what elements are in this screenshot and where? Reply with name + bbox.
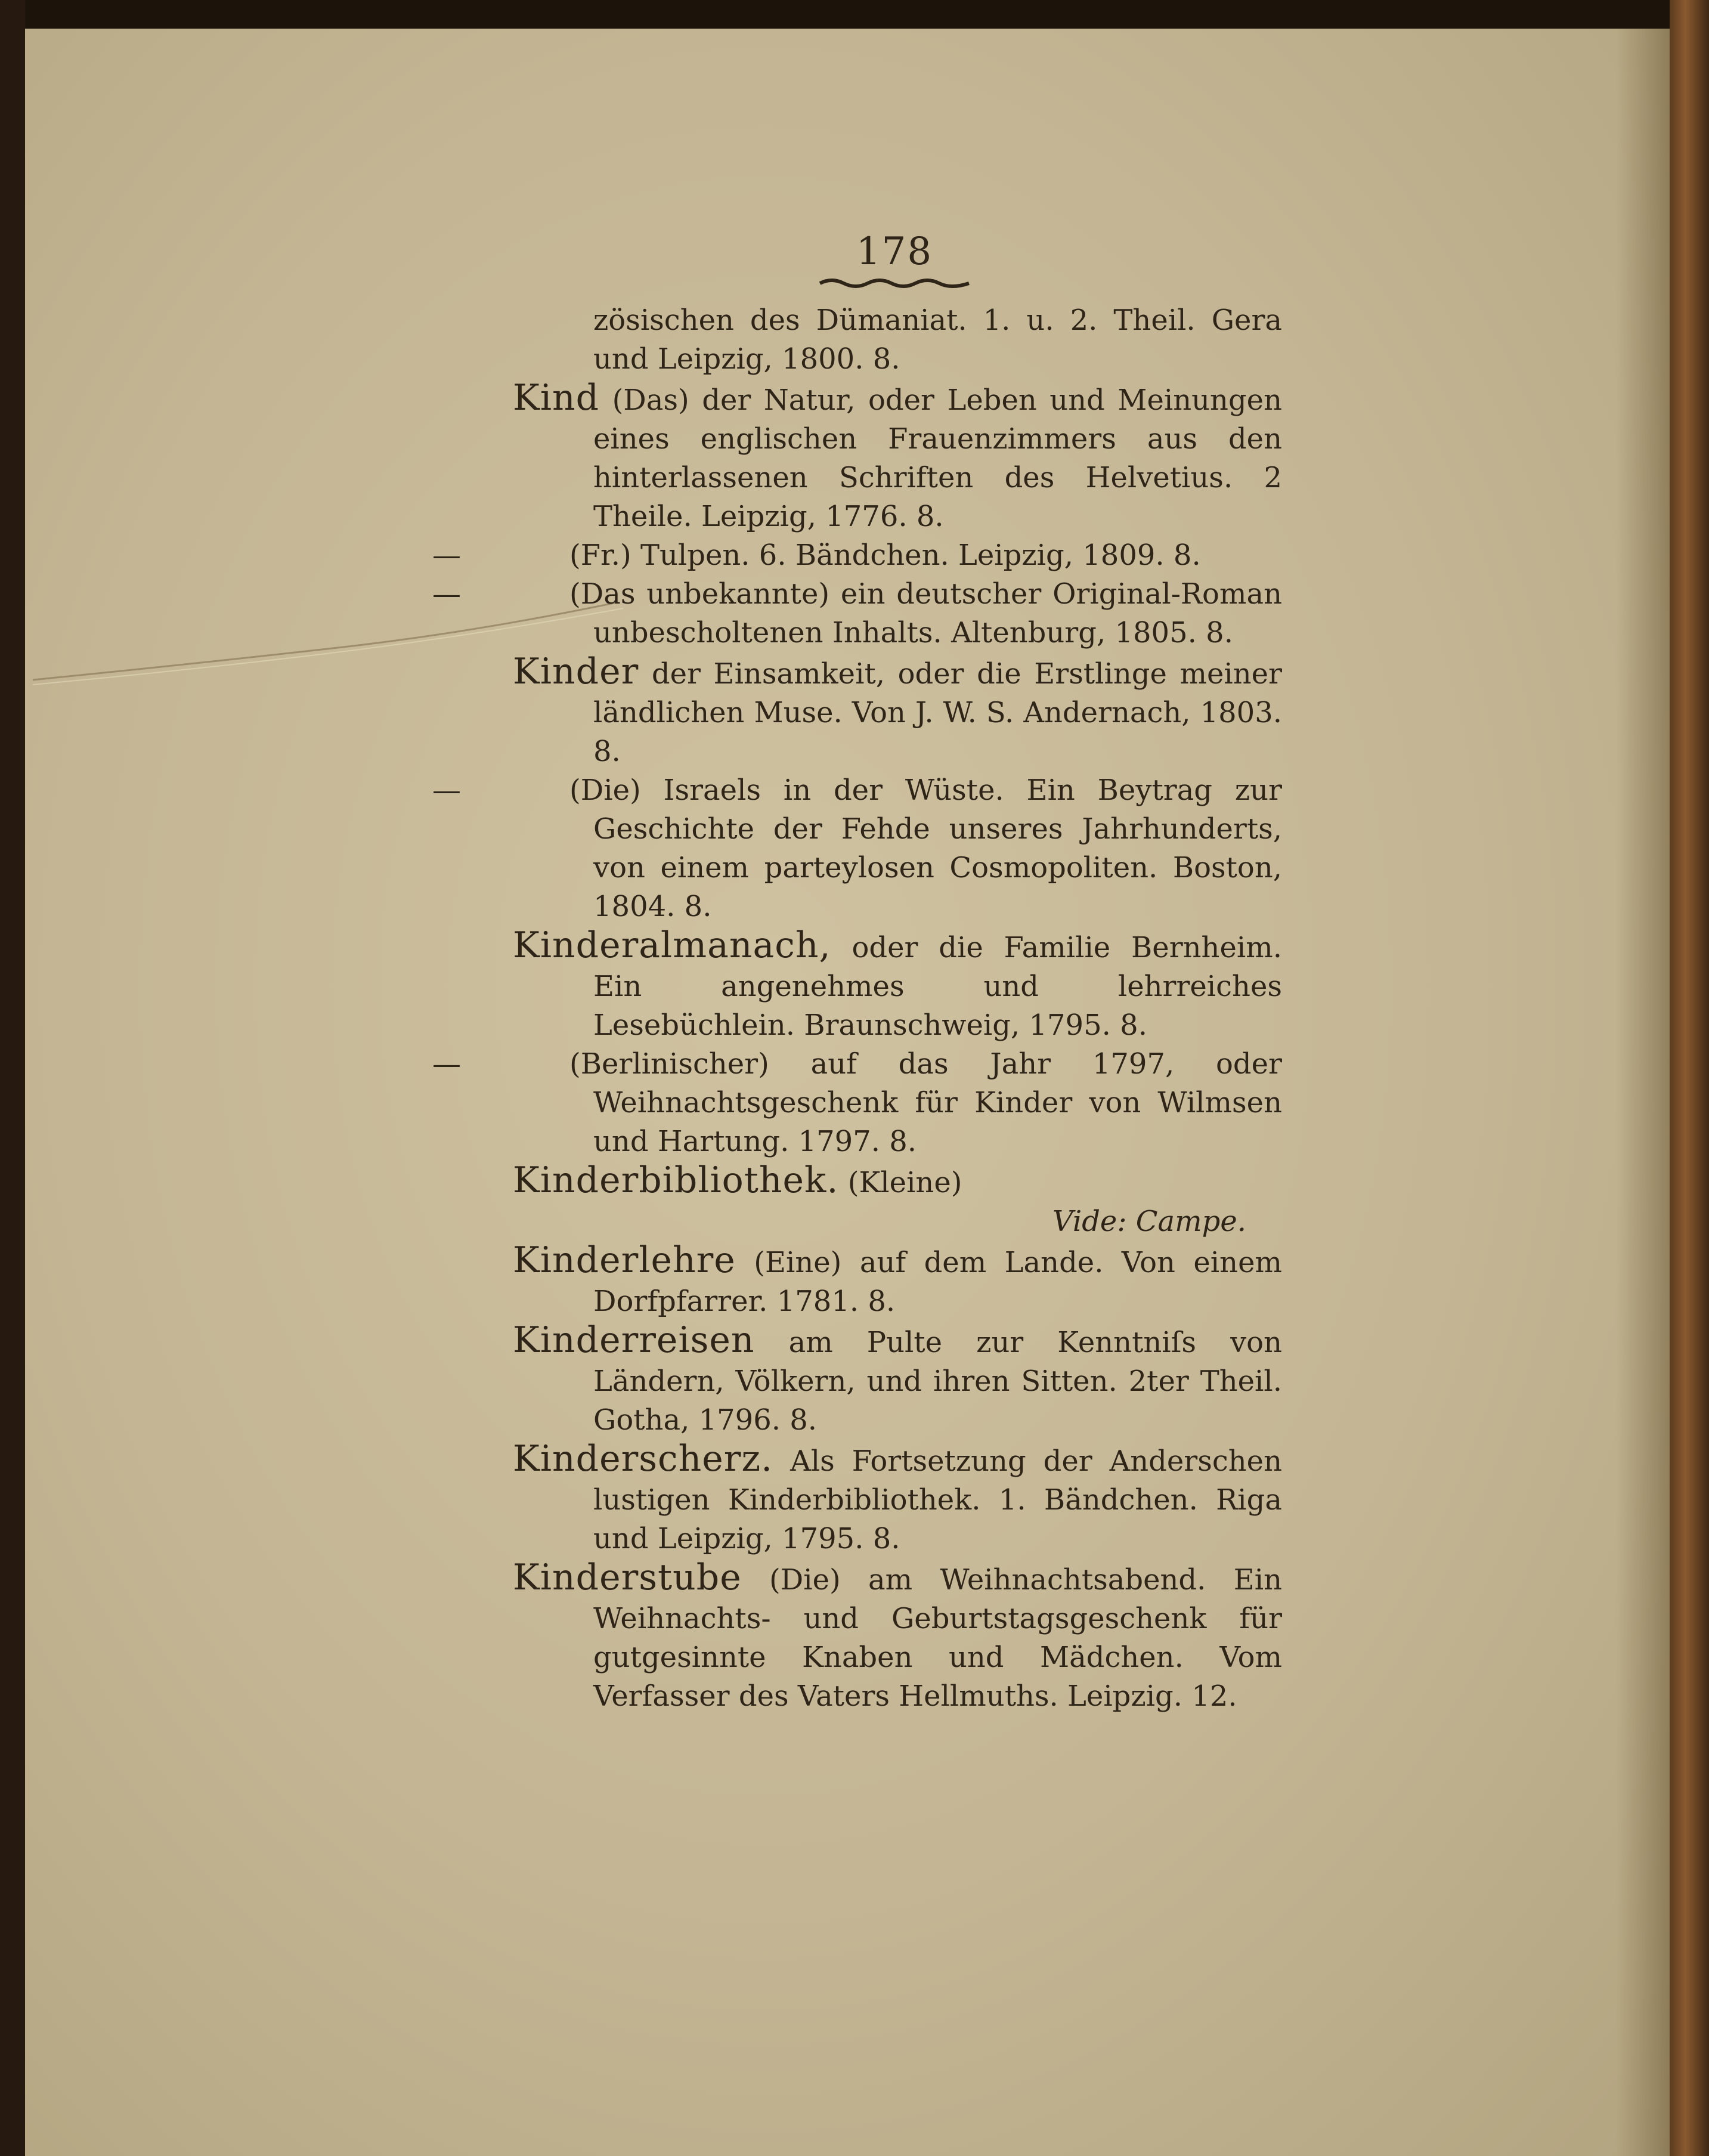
ornamental-rule <box>817 274 972 292</box>
entry-headword: Kinderalmanach, <box>513 924 831 966</box>
entry-headword: Kind <box>513 377 600 419</box>
entry-headword: Kinderstube <box>513 1557 742 1598</box>
entry-headword: Kinderreisen <box>513 1319 755 1361</box>
catalog-entry <box>432 1045 1282 1161</box>
catalog-entry <box>513 1161 1282 1202</box>
entry-text: (Eine) auf dem Lande. Von einem Dorfpfarrer. 1781. 8. <box>593 1246 1282 1318</box>
catalog-entry <box>513 926 1282 1045</box>
page-number: 178 <box>856 230 933 274</box>
vide-reference: Vide: Campe. <box>1052 1205 1246 1238</box>
entry-headword: Kinderscherz. <box>513 1438 773 1480</box>
entry-text: (Die) am Weihnachtsabend. Ein Weihnachts- und Geburtstagsgeschenk für gutgesinnte Knaben und Mädchen. Vom Verfasser des Vaters Hellmuths. Leipzig. 12. <box>593 1563 1282 1713</box>
catalog-entry <box>513 1321 1282 1440</box>
catalog-entry <box>432 575 1282 652</box>
catalog-entry <box>513 379 1282 536</box>
entry-text: am Pulte zur Kenntniſs von Ländern, Völkern, und ihren Sitten. 2ter Theil. Gotha, 1796. 8. <box>593 1326 1282 1437</box>
entry-text: (Das unbekannte) ein deutscher Original-Roman unbescholtenen Inhalts. Altenburg, 1805. 8. <box>569 577 1282 649</box>
catalog-entry <box>513 301 1282 379</box>
catalog-entry <box>513 652 1282 771</box>
catalog-entry <box>513 1558 1282 1716</box>
scan-frame-left <box>0 0 25 2156</box>
entry-dash: — <box>432 774 461 807</box>
entry-headword: Kinderbibliothek. <box>513 1159 839 1201</box>
entry-text: (Kleine) <box>847 1166 962 1199</box>
entry-text: oder die Familie Bernheim. Ein angenehmes und lehrreiches Lesebüchlein. Braunschweig, 1795. 8. <box>593 931 1282 1042</box>
entry-dash: — <box>432 577 461 611</box>
entry-text: (Berlinischer) auf das Jahr 1797, oder Weihnachtsgeschenk für Kinder von Wilmsen und Hartung. 1797. 8. <box>569 1047 1282 1158</box>
entry-text: der Einsamkeit, oder die Erstlinge meiner ländlichen Muse. Von J. W. S. Andernach, 1803. 8. <box>593 657 1282 768</box>
entry-text: Als Fortsetzung der Anderschen lustigen Kinderbibliothek. 1. Bändchen. Riga und Leipzig, 1795. 8. <box>593 1444 1283 1555</box>
entry-text: (Die) Israels in der Wüste. Ein Beytrag zur Geschichte der Fehde unseres Jahrhunderts, von einem parteylosen Cosmopoliten. Boston, 1804. 8. <box>569 774 1282 923</box>
entry-text: (Das) der Natur, oder Leben und Meinungen eines englischen Frauenzimmers aus den hinterlassenen Schriften des Helvetius. 2 Theile. Leipzig, 1776. 8. <box>593 383 1282 533</box>
catalog-entry <box>513 1440 1282 1558</box>
catalog-entries <box>432 301 1283 1716</box>
catalog-entry <box>513 1241 1282 1321</box>
catalog-entry <box>432 536 1282 575</box>
entry-headword: Kinder <box>513 651 639 692</box>
page-gutter-shadow <box>1616 29 1670 2156</box>
book-spine-edge <box>1670 0 1709 2156</box>
catalog-entry <box>432 771 1282 926</box>
entry-headword: Kinderlehre <box>513 1239 736 1281</box>
entry-dash: — <box>432 539 461 572</box>
entry-text: zösischen des Dümaniat. 1. u. 2. Theil. Gera und Leipzig, 1800. 8. <box>593 304 1282 376</box>
scan-frame-top <box>0 0 1709 29</box>
entry-dash: — <box>432 1047 461 1081</box>
entry-text: (Fr.) Tulpen. 6. Bändchen. Leipzig, 1809. 8. <box>569 539 1201 572</box>
